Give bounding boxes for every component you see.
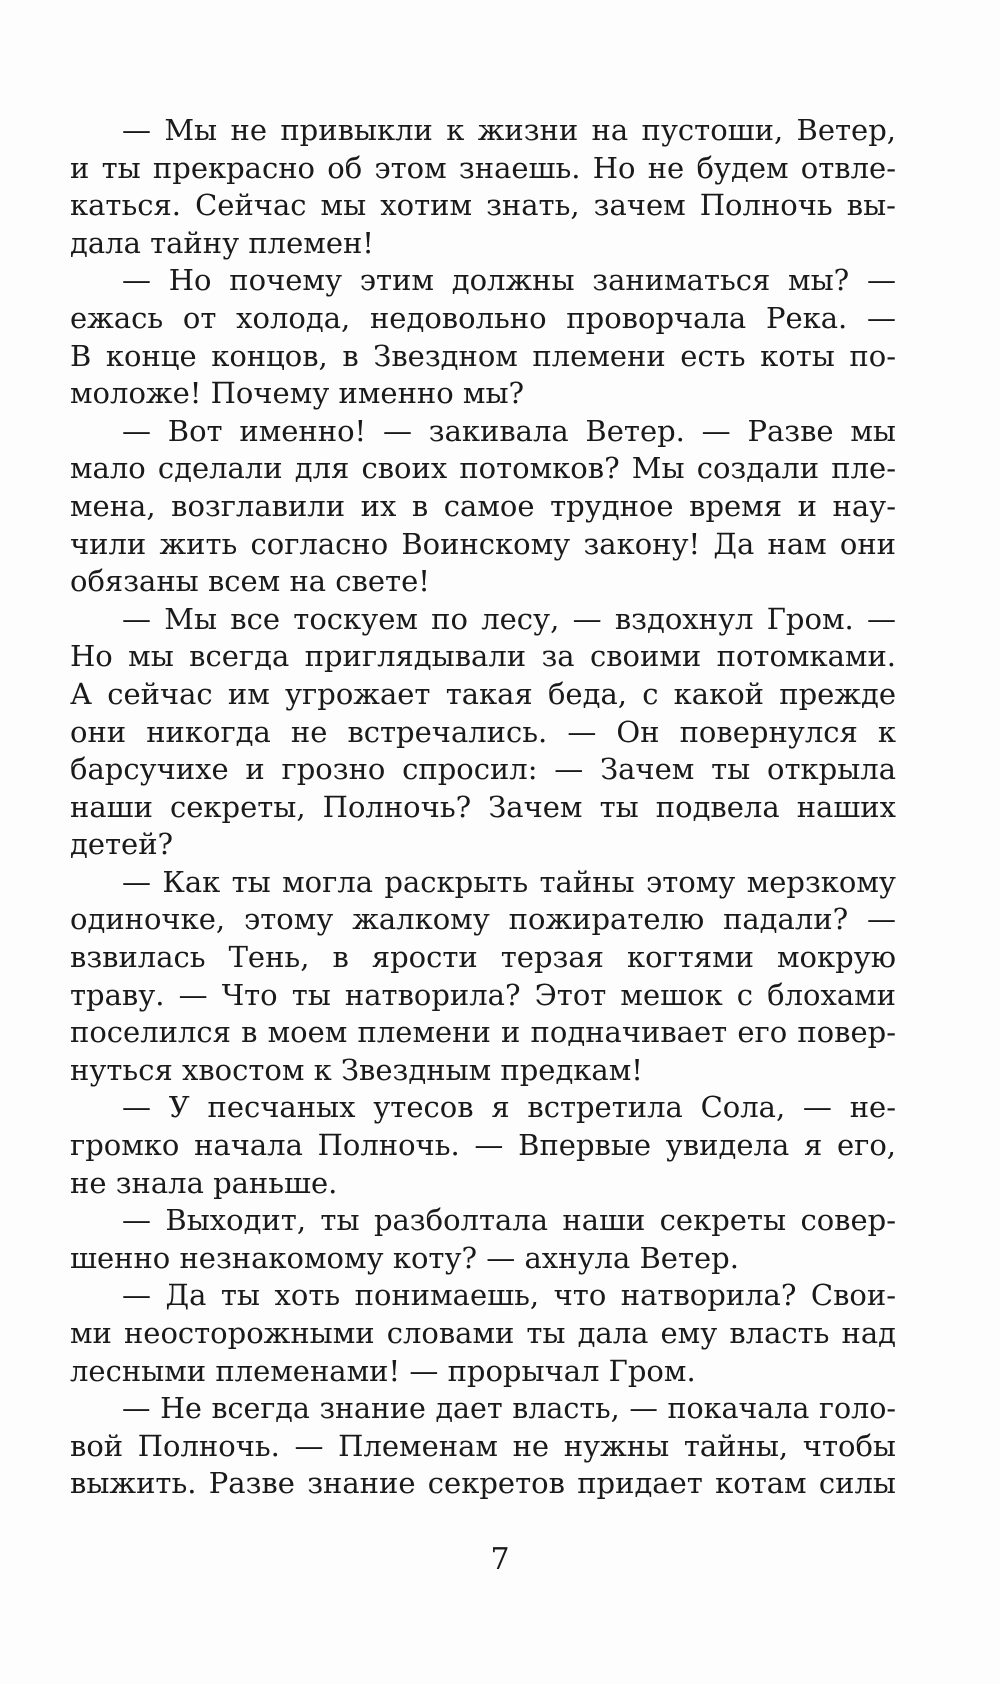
- text-line: А сейчас им угрожает такая беда, с какой прежде: [70, 676, 896, 711]
- text-line: нуться хвостом к Звездным предкам!: [70, 1052, 643, 1087]
- text-line: В конце концов, в Звездном племени есть коты по-: [70, 338, 896, 373]
- text-line: — Мы не привыкли к жизни на пустоши, Ветер,: [122, 113, 896, 147]
- text-line: взвилась Тень, в ярости терзая когтями мокрую: [70, 940, 896, 975]
- text-line: они никогда не встречались. — Он повернулся к: [70, 714, 896, 749]
- text-line: барсучихе и грозно спросил: — Зачем ты открыла: [70, 752, 896, 787]
- body-text: [70, 112, 896, 1503]
- text-line: Но мы всегда приглядывали за своими потомками.: [70, 639, 896, 674]
- text-line: наши секреты, Полночь? Зачем ты подвела наших: [70, 789, 896, 824]
- page-number: 7: [490, 1542, 510, 1577]
- text-line: не знала раньше.: [70, 1165, 338, 1200]
- text-line: чили жить согласно Воинскому закону! Да нам они: [70, 526, 896, 561]
- text-line: мена, возглавили их в самое трудное время и нау-: [70, 488, 896, 523]
- text-line: выжить. Разве знание секретов придает котам силы: [70, 1466, 896, 1501]
- text-line: каться. Сейчас мы хотим знать, зачем Полночь вы-: [70, 188, 896, 223]
- text-line: дала тайну племен!: [70, 225, 374, 260]
- text-line: — Не всегда знание дает власть, — покачала голо-: [122, 1392, 896, 1426]
- text-line: — Да ты хоть понимаешь, что натворила? Свои-: [122, 1278, 896, 1313]
- text-line: траву. — Что ты натворила? Этот мешок с блохами: [70, 977, 896, 1012]
- text-line: ми неосторожными словами ты дала ему власть над: [70, 1316, 896, 1350]
- text-line: ежась от холода, недовольно проворчала Река. —: [70, 300, 896, 335]
- text-line: моложе! Почему именно мы?: [70, 376, 525, 411]
- text-line: громко начала Полночь. — Впервые увидела я его,: [70, 1128, 896, 1163]
- text-line: лесными племенами! — прорычал Гром.: [70, 1353, 696, 1388]
- text-line: мало сделали для своих потомков? Мы создали пле-: [70, 451, 896, 486]
- text-line: — У песчаных утесов я встретила Сола, — не-: [122, 1090, 896, 1125]
- text-line: детей?: [70, 827, 174, 862]
- text-line: — Но почему этим должны заниматься мы? —: [122, 263, 896, 298]
- text-line: обязаны всем на свете!: [70, 564, 430, 599]
- text-line: — Как ты могла раскрыть тайны этому мерзкому: [122, 864, 896, 899]
- text-line: — Выходит, ты разболтала наши секреты совер-: [122, 1203, 896, 1238]
- text-line: вой Полночь. — Племенам не нужны тайны, чтобы: [70, 1428, 896, 1463]
- text-line: и ты прекрасно об этом знаешь. Но не будем отвле-: [70, 150, 896, 185]
- text-line: шенно незнакомому коту? — ахнула Ветер.: [70, 1240, 739, 1275]
- text-line: поселился в моем племени и подначивает его повер-: [70, 1015, 896, 1050]
- text-line: — Вот именно! — закивала Ветер. — Разве мы: [122, 413, 896, 448]
- text-line: одиночке, этому жалкому пожирателю падали? —: [70, 902, 896, 937]
- text-line: — Мы все тоскуем по лесу, — вздохнул Гром. —: [122, 601, 896, 636]
